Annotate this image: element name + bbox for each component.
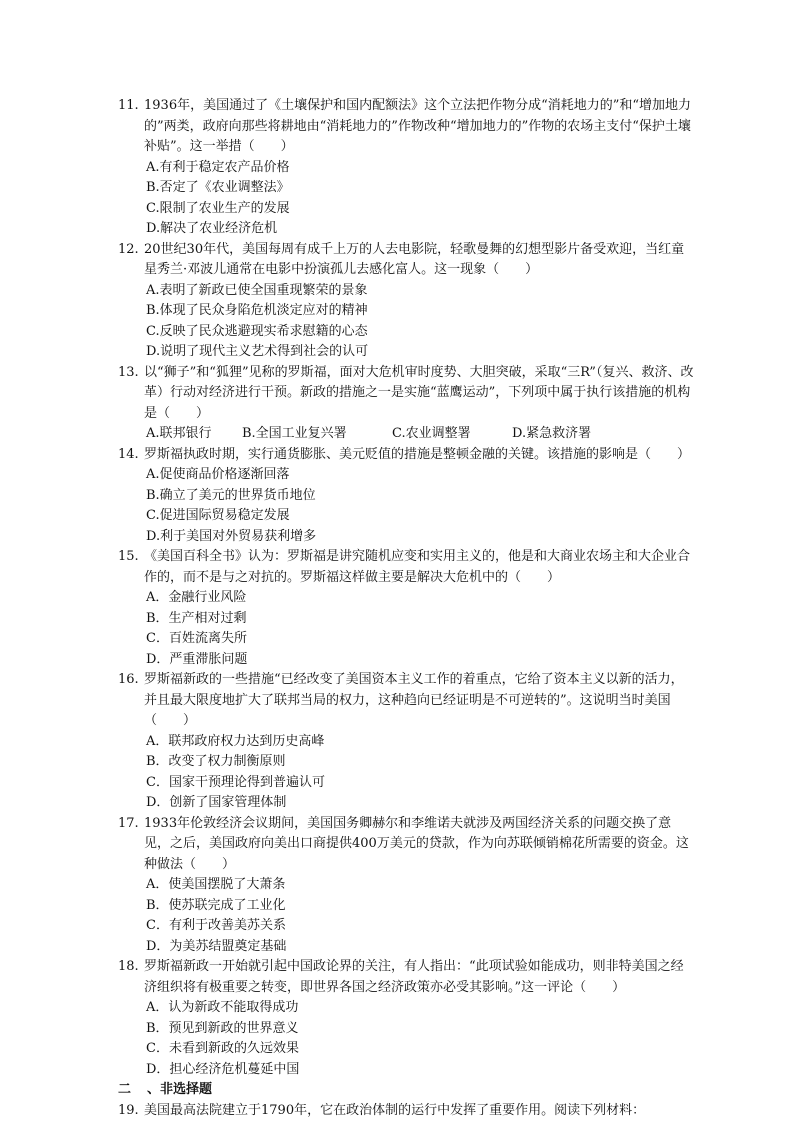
question-stem (118, 670, 694, 732)
option-d: D．担心经济危机蔓延中国 (146, 1061, 300, 1077)
option-a: A．认为新政不能取得成功 (146, 1000, 299, 1015)
question-stem (118, 363, 694, 425)
option-c: C．未看到新政的久远效果 (146, 1041, 299, 1056)
option-a: A．金融行业风险 (146, 590, 247, 605)
question-number: 13. (118, 364, 139, 380)
question-text: 1933年伦敦经济会议期间，美国国务卿赫尔和李维诺夫就涉及两国经济关系的问题交换了意见，之后，美国政府向美出口商提供400万美元的贷款，作为向苏联倾销棉花所需要的资金。这种做法（ ） (144, 815, 689, 872)
option-a: A．联邦政府权力达到历史高峰 (146, 733, 325, 749)
question-15 (118, 547, 694, 670)
question-stem (118, 445, 694, 466)
option-list (118, 465, 694, 547)
question-stem (118, 1101, 694, 1122)
option-b: B．使苏联完成了工业化 (146, 897, 286, 913)
question-14 (118, 445, 694, 548)
question-12 (118, 240, 694, 363)
option-c: C．百姓流离失所 (146, 631, 247, 646)
option-d: D.紧急救济署 (512, 426, 592, 441)
option-a: A.联邦银行 (146, 426, 212, 441)
option-b: B.全国工业复兴署 (242, 426, 347, 441)
option-d: D.说明了现代主义艺术得到社会的认可 (146, 344, 369, 359)
option-d: D．为美苏结盟奠定基础 (146, 938, 287, 954)
question-number: 17. (118, 815, 139, 831)
option-a: A.表明了新政已使全国重现繁荣的景象 (146, 282, 368, 298)
option-b: B．生产相对过剩 (146, 610, 247, 626)
option-b: B．改变了权力制衡原则 (146, 754, 286, 769)
question-text: 1936年，美国通过了《土壤保护和国内配额法》这个立法把作物分成“消耗地力的”和“增加地力的”两类，政府向那些将耕地由“消耗地力的”作物改种“增加地力的”作物的农场主支付“保护土壤补贴”。这一举措（ ） (144, 98, 692, 154)
question-number: 12. (118, 241, 139, 257)
option-a: A.促使商品价格逐渐回落 (146, 467, 290, 482)
option-d: D.利于美国对外贸易获利增多 (146, 528, 317, 544)
option-b: B．预见到新政的世界意义 (146, 1020, 299, 1036)
question-text: 《美国百科全书》认为：罗斯福是讲究随机应变和实用主义的，他是和大商业农场主和大企业合作的，而不是与之对抗的。罗斯福这样做主要是解决大危机中的（ ） (144, 549, 691, 585)
section-heading (118, 1080, 694, 1101)
option-c: C.反映了民众逃避现实希求慰籍的心态 (146, 323, 368, 339)
question-text: 罗斯福新政的一些措施“已经改变了美国资本主义工作的着重点，它给了资本主义以新的活力，并且最大限度地扩大了联邦当局的权力，这种趋向已经证明是不可逆转的”。这说明当时美国（ ） (144, 672, 684, 728)
option-c: C.促进国际贸易稳定发展 (146, 508, 290, 523)
option-b: B.否定了《农业调整法》 (146, 180, 290, 195)
option-a: A．使美国摆脱了大萧条 (146, 877, 286, 892)
question-stem (118, 547, 694, 588)
option-list (118, 424, 694, 445)
question-11 (118, 96, 694, 240)
question-number: 16. (118, 672, 139, 687)
option-c: C．有利于改善美苏关系 (146, 918, 286, 933)
question-stem (118, 96, 694, 158)
option-b: B.体现了民众身陷危机淡定应对的精神 (146, 303, 368, 318)
question-text: 20世纪30年代，美国每周有成千上万的人去电影院，轻歌曼舞的幻想型影片备受欢迎，当红童星秀兰·邓波儿通常在电影中扮演孤儿去感化富人。这一现象（ ） (144, 241, 685, 277)
question-stem (118, 240, 694, 281)
question-number: 19. (118, 1102, 139, 1118)
question-number: 11. (118, 98, 139, 113)
question-stem (118, 814, 694, 876)
question-number: 18. (118, 959, 139, 974)
option-c: C．国家干预理论得到普遍认可 (146, 774, 325, 790)
question-stem (118, 957, 694, 998)
question-text: 罗斯福新政一开始就引起中国政论界的关注，有人指出：“此项试验如能成功，则非特美国之经济组织将有极重要之转变，即世界各国之经济政策亦必受其影响。”这一评论（ ） (144, 959, 684, 995)
option-list (118, 281, 694, 363)
question-number: 15. (118, 549, 139, 564)
question-13 (118, 363, 694, 445)
option-list (118, 732, 694, 814)
option-list (118, 588, 694, 670)
question-text: 以“狮子”和“狐狸”见称的罗斯福，面对大危机审时度势、大胆突破，采取“三R”（复兴、救济、改革）行动对经济进行干预。新政的措施之一是实施“蓝鹰运动”，下列项中属于执行该措施的机构是（ ） (144, 364, 694, 421)
option-b: B.确立了美元的世界货币地位 (146, 487, 316, 503)
section-number: 二 (118, 1082, 132, 1097)
question-text: 美国最高法院建立于1790年，它在政治体制的运行中发挥了重要作用。阅读下列材料： (144, 1102, 646, 1118)
question-17 (118, 814, 694, 958)
question-number: 14. (118, 446, 139, 462)
question-16 (118, 670, 694, 814)
section-title: 、非选择题 (147, 1082, 213, 1097)
option-c: C.限制了农业生产的发展 (146, 200, 290, 216)
question-18 (118, 957, 694, 1080)
option-a: A.有利于稳定农产品价格 (146, 159, 290, 175)
option-list (118, 158, 694, 240)
option-list (118, 875, 694, 957)
option-d: D．严重滞胀问题 (146, 651, 248, 667)
option-list (118, 998, 694, 1080)
question-19 (118, 1101, 694, 1122)
option-d: D．创新了国家管理体制 (146, 795, 287, 810)
option-d: D.解决了农业经济危机 (146, 221, 278, 236)
question-text: 罗斯福执政时期，实行通货膨胀、美元贬值的措施是整顿金融的关键。该措施的影响是（ ） (144, 446, 691, 462)
option-c: C.农业调整署 (392, 426, 471, 441)
